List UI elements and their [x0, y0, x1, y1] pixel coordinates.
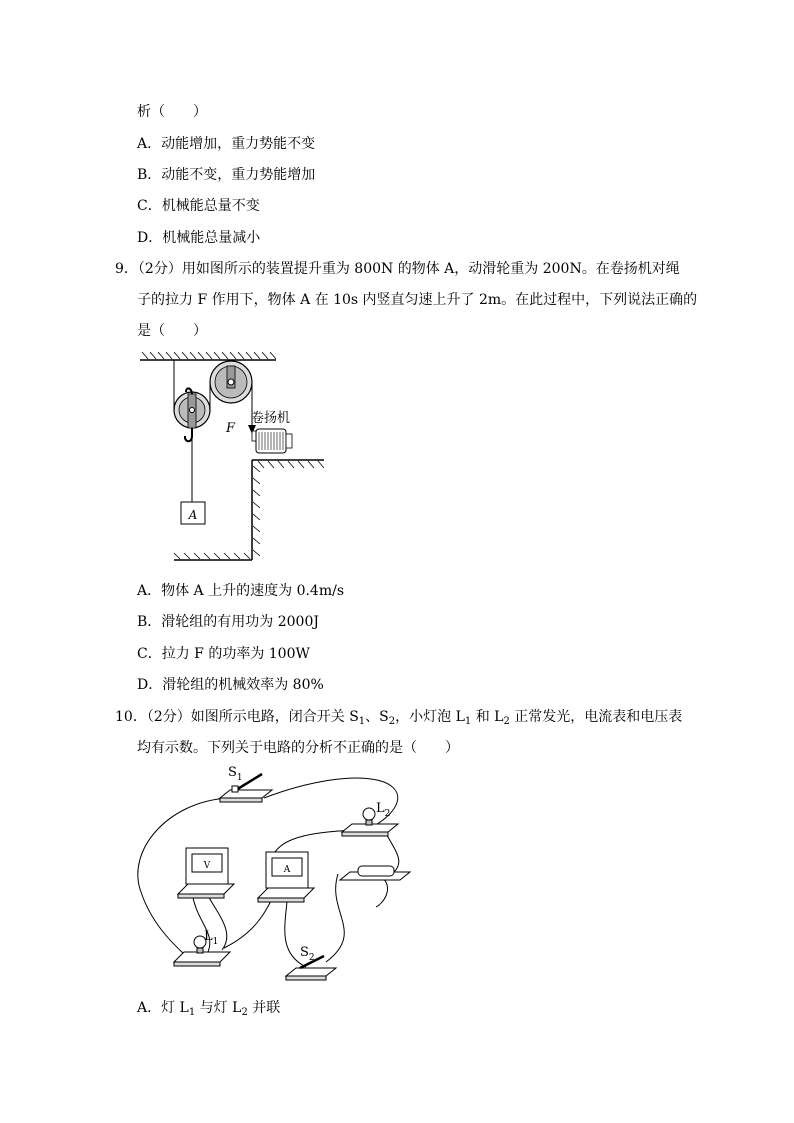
q9-option-c: C．拉力 F 的功率为 100W [137, 646, 310, 662]
block-a-label: A [188, 508, 198, 522]
winch-label: 卷扬机 [251, 411, 291, 426]
q10-text-c: ，小灯泡 L [395, 709, 465, 725]
q10-score: （2分） [146, 709, 191, 725]
s1-sub: 1 [236, 773, 243, 783]
q8-option-b: B．动能不变，重力势能增加 [137, 167, 316, 183]
q10-option-a [137, 998, 280, 1023]
l1-label [204, 929, 218, 947]
q10-sub-s1: 1 [358, 716, 366, 727]
q9-option-a: A．物体 A 上升的速度为 0.4m/s [137, 583, 345, 599]
q9-score: （2分） [137, 261, 182, 277]
q10-stem-line2: 均有示数。下列关于电路的分析不正确的是（ ） [137, 740, 459, 756]
ammeter-label: A [283, 865, 291, 875]
q10-text-d: 和 L [471, 709, 504, 725]
q10-sub-l1: 1 [464, 716, 472, 727]
q10-option-a-sub1: 1 [188, 1007, 196, 1018]
q10-number: 10． [115, 709, 147, 725]
l1-sub: 1 [212, 937, 219, 947]
l2-text: L [376, 801, 385, 816]
q8-option-a: A．动能增加，重力势能不变 [137, 136, 316, 152]
q8-stem-tail: 析（ ） [137, 104, 207, 120]
q9-stem-line2: 子的拉力 F 作用下，物体 A 在 10s 内竖直匀速上升了 2m。在此过程中，下列说法正确的 [137, 292, 698, 308]
l2-label [376, 801, 390, 819]
s2-sub: 2 [308, 953, 315, 963]
s1-text: S [228, 765, 237, 780]
q9-option-b: B．滑轮组的有用功为 2000J [137, 614, 319, 630]
pulley-figure [138, 352, 338, 567]
circuit-figure [136, 762, 416, 990]
s2-text: S [300, 945, 309, 960]
q8-option-c: C．机械能总量不变 [137, 198, 260, 214]
q9-stem-line3: 是（ ） [137, 323, 207, 339]
q10-text-a: 如图所示电路，闭合开关 S [190, 709, 359, 725]
q8-option-d: D．机械能总量减小 [137, 230, 261, 246]
l2-sub: 2 [384, 809, 391, 819]
force-f-label: F [226, 421, 236, 436]
q10-option-a-text3: 并联 [247, 1000, 281, 1016]
voltmeter-label: V [203, 861, 211, 871]
q10-stem-line1 [115, 707, 682, 732]
q9-text1: 用如图所示的装置提升重为 800N 的物体 A，动滑轮重为 200N。在卷扬机对绳 [181, 261, 680, 277]
q10-option-a-text1: A．灯 L [137, 1000, 189, 1016]
s2-label [300, 945, 315, 963]
q10-text-b: 、S [365, 709, 389, 725]
q10-option-a-sub2: 2 [241, 1007, 248, 1018]
q9-number: 9． [115, 261, 138, 277]
q10-option-a-text2: 与灯 L [195, 1000, 242, 1016]
s1-label [228, 765, 243, 783]
q10-sub-s2: 2 [388, 716, 396, 727]
q9-stem-line1 [115, 259, 680, 279]
q9-option-d: D．滑轮组的机械效率为 80% [137, 677, 324, 693]
q10-text-e: 正常发光，电流表和电压表 [509, 709, 683, 725]
l1-text: L [204, 929, 213, 944]
q10-sub-l2: 2 [503, 716, 510, 727]
